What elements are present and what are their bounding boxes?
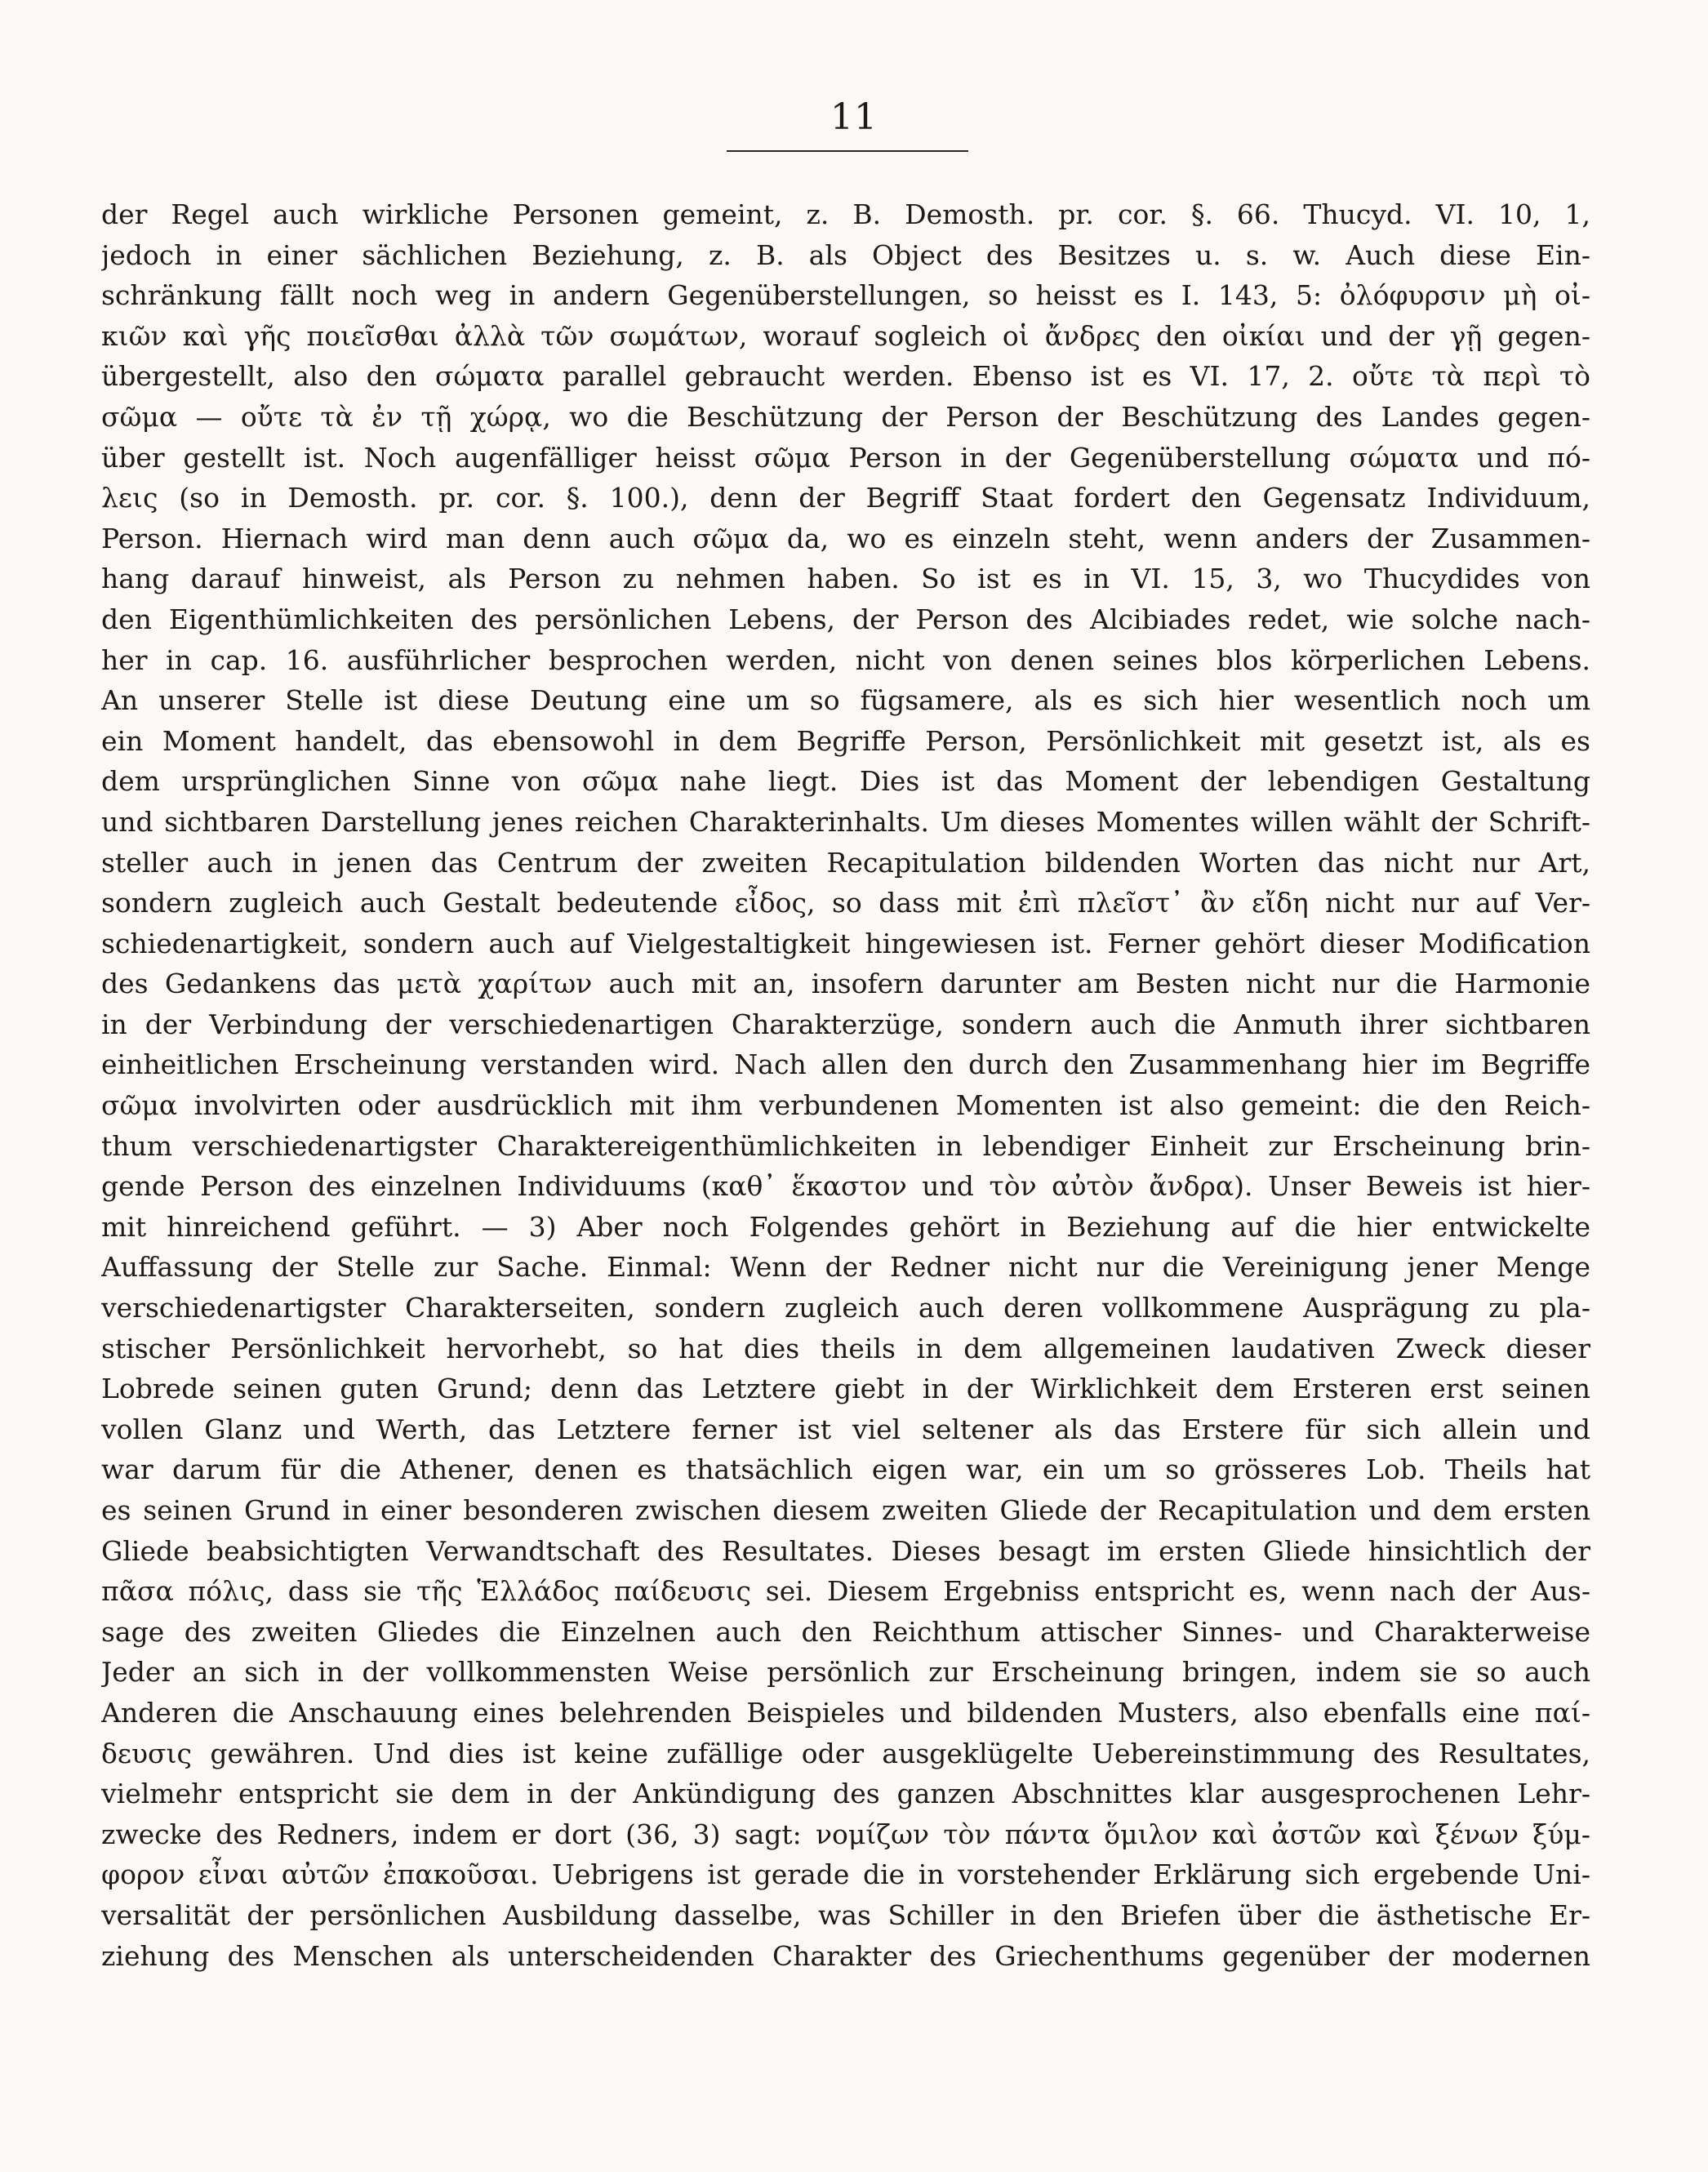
text-line: Person. Hiernach wird man denn auch σῶμα da, wo es einzeln steht, wenn anders der Zusammen- [101,522,1590,554]
text-line: war darum für die Athener, denen es thatsächlich eigen war, ein um so grösseres Lob. Theils hat [101,1453,1590,1486]
body-text [101,194,1590,1976]
text-line: Lobrede seinen guten Grund; denn das Letztere giebt in der Wirklichkeit dem Ersteren erst seinen [101,1373,1590,1405]
text-line: sage des zweiten Gliedes die Einzelnen auch den Reichthum attischer Sinnes- und Charakterweise [101,1615,1590,1648]
text-line: πᾶσα πόλις, dass sie τῆς Ἑλλάδος παίδευσις sei. Diesem Ergebniss entspricht es, wenn nach der Aus- [101,1575,1590,1608]
text-line: es seinen Grund in einer besonderen zwischen diesem zweiten Gliede der Recapitulation und dem ersten [101,1494,1590,1526]
text-line: schränkung fällt noch weg in andern Gegenüberstellungen, so heisst es I. 143, 5: ὀλόφυρσιν μὴ οἰ- [101,279,1590,312]
text-line: sondern zugleich auch Gestalt bedeutende εἶδος, so dass mit ἐπὶ πλεῖστ᾽ ἂν εἴδη nicht nur auf Ver- [101,887,1590,919]
text-line: mit hinreichend geführt. — 3) Aber noch Folgendes gehört in Beziehung auf die hier entwickelte [101,1210,1590,1243]
text-line: steller auch in jenen das Centrum der zweiten Recapitulation bildenden Worten das nicht nur Art, [101,846,1590,879]
text-line: jedoch in einer sächlichen Beziehung, z. B. als Object des Besitzes u. s. w. Auch diese Ein- [101,238,1590,271]
text-line: κιῶν καὶ γῆς ποιεῖσθαι ἀλλὰ τῶν σωμάτων, worauf sogleich οἱ ἄνδρες den οἰκίαι und der γῇ gegen- [101,319,1590,352]
text-line: Auffassung der Stelle zur Sache. Einmal: Wenn der Redner nicht nur die Vereinigung jener Menge [101,1251,1590,1284]
text-line: der Regel auch wirkliche Personen gemeint, z. B. Demosth. pr. cor. §. 66. Thucyd. VI. 10, 1, [101,198,1590,230]
text-line: schiedenartigkeit, sondern auch auf Vielgestaltigkeit hingewiesen ist. Ferner gehört dieser Modification [101,927,1590,959]
text-line: her in cap. 16. ausführlicher besprochen werden, nicht von denen seines blos körperlichen Lebens. [101,643,1590,676]
text-line: ziehung des Menschen als unterscheidenden Charakter des Griechenthums gegenüber der modernen [101,1939,1590,1972]
text-line: σῶμα — οὔτε τὰ ἐν τῇ χώρᾳ, wo die Beschützung der Person der Beschützung des Landes gegen- [101,400,1590,433]
text-line: An unserer Stelle ist diese Deutung eine um so fügsamere, als es sich hier wesentlich noch um [101,684,1590,717]
text-line: übergestellt, also den σώματα parallel gebraucht werden. Ebenso ist es VI. 17, 2. οὔτε τὰ περὶ τὸ [101,360,1590,393]
text-line: Gliede beabsichtigten Verwandtschaft des Resultates. Dieses besagt im ersten Gliede hinsichtlich der [101,1534,1590,1567]
text-line: und sichtbaren Darstellung jenes reichen Charakterinhalts. Um dieses Momentes willen wählt der Schrift- [101,805,1590,838]
text-line: zwecke des Redners, indem er dort (36, 3) sagt: νομίζων τὸν πάντα ὅμιλον καὶ ἀστῶν καὶ ξένων ξύμ- [101,1818,1590,1850]
text-line: gende Person des einzelnen Individuums (καθ᾽ ἕκαστον und τὸν αὐτὸν ἄνδρα). Unser Beweis ist hier- [101,1170,1590,1203]
text-line: des Gedankens das μετὰ χαρίτων auch mit an, insofern darunter am Besten nicht nur die Harmonie [101,968,1590,1000]
text-line: in der Verbindung der verschiedenartigen Charakterzüge, sondern auch die Anmuth ihrer sichtbaren [101,1008,1590,1040]
text-line: ein Moment handelt, das ebensowohl in dem Begriffe Person, Persönlichkeit mit gesetzt ist, als es [101,724,1590,757]
text-line: verschiedenartigster Charakterseiten, sondern zugleich auch deren vollkommene Ausprägung zu pla- [101,1292,1590,1324]
text-line: dem ursprünglichen Sinne von σῶμα nahe liegt. Dies ist das Moment der lebendigen Gestaltung [101,765,1590,798]
text-line: σῶμα involvirten oder ausdrücklich mit ihm verbundenen Momenten ist also gemeint: die den Reich- [101,1089,1590,1122]
text-line: φορον εἶναι αὐτῶν ἐπακοῦσαι. Uebrigens ist gerade die in vorstehender Erklärung sich ergebende Uni- [101,1858,1590,1891]
page-number: 11 [830,96,878,138]
text-line: hang darauf hinweist, als Person zu nehmen haben. So ist es in VI. 15, 3, wo Thucydides von [101,563,1590,595]
text-line: δευσις gewähren. Und dies ist keine zufällige oder ausgeklügelte Uebereinstimmung des Resultates, [101,1737,1590,1769]
text-line: Anderen die Anschauung eines belehrenden Beispieles und bildenden Musters, also ebenfalls eine παί- [101,1696,1590,1729]
header-rule [727,150,968,152]
text-line: versalität der persönlichen Ausbildung dasselbe, was Schiller in den Briefen über die ästhetische Er- [101,1898,1590,1931]
text-line: einheitlichen Erscheinung verstanden wird. Nach allen den durch den Zusammenhang hier im Begriffe [101,1048,1590,1081]
text-line: vollen Glanz und Werth, das Letztere ferner ist viel seltener als das Erstere für sich allein und [101,1413,1590,1445]
text-line: stischer Persönlichkeit hervorhebt, so hat dies theils in dem allgemeinen laudativen Zweck dieser [101,1332,1590,1364]
text-line: vielmehr entspricht sie dem in der Ankündigung des ganzen Abschnittes klar ausgesprochenen Lehr- [101,1778,1590,1810]
text-line: thum verschiedenartigster Charaktereigenthümlichkeiten in lebendiger Einheit zur Erscheinung brin- [101,1129,1590,1162]
text-line: über gestellt ist. Noch augenfälliger heisst σῶμα Person in der Gegenüberstellung σώματα und πό- [101,441,1590,474]
text-line: Jeder an sich in der vollkommensten Weise persönlich zur Erscheinung bringen, indem sie so auch [101,1656,1590,1689]
text-line: λεις (so in Demosth. pr. cor. §. 100.), denn der Begriff Staat fordert den Gegensatz Individuum, [101,482,1590,514]
text-line: den Eigenthümlichkeiten des persönlichen Lebens, der Person des Alcibiades redet, wie solche nach- [101,603,1590,635]
